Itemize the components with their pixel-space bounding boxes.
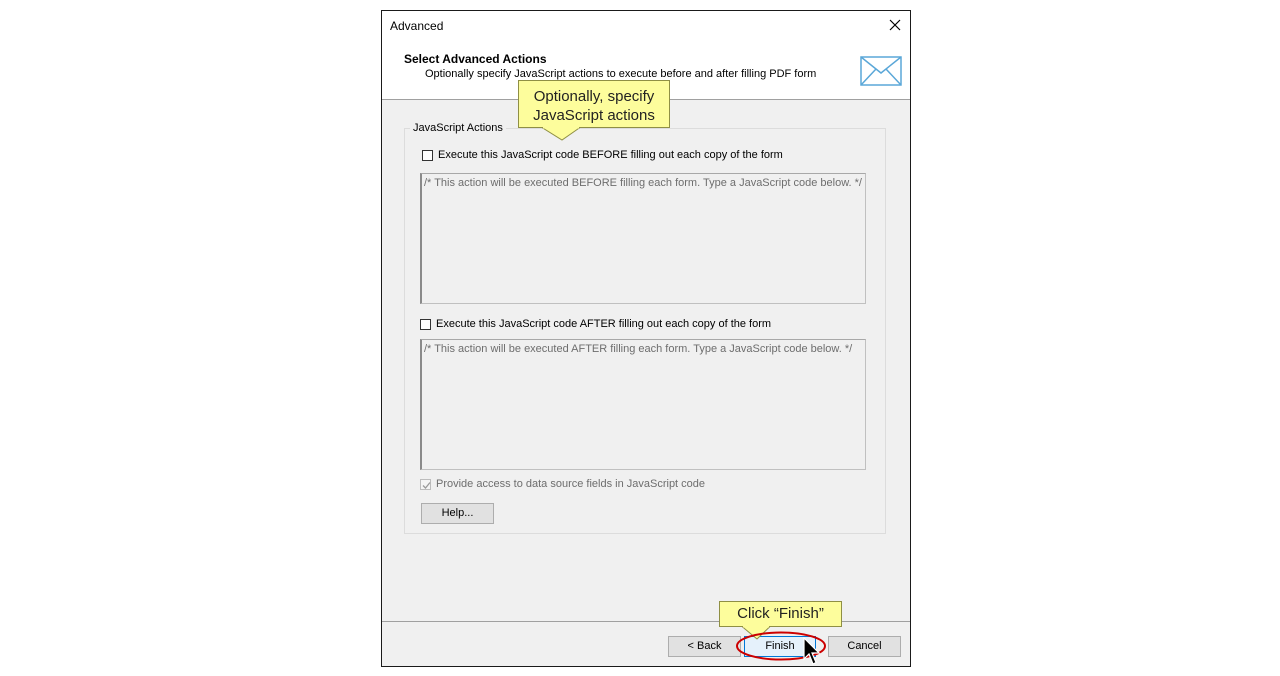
page-subtitle: Optionally specify JavaScript actions to execute before and after filling PDF form <box>425 68 817 80</box>
callout-line-1: Optionally, specify <box>533 88 655 105</box>
after-code-textarea[interactable]: /* This action will be executed AFTER filling each form. Type a JavaScript code below. */ <box>420 339 866 470</box>
group-legend: JavaScript Actions <box>410 122 506 134</box>
page-title: Select Advanced Actions <box>404 52 547 66</box>
data-access-checkbox[interactable] <box>420 479 431 490</box>
before-checkbox-row[interactable] <box>422 149 783 161</box>
back-button[interactable]: < Back <box>668 636 741 657</box>
close-icon <box>889 19 901 31</box>
envelope-icon <box>860 56 902 86</box>
data-access-label: Provide access to data source fields in JavaScript code <box>436 478 706 490</box>
before-checkbox-label: Execute this JavaScript code BEFORE filling out each copy of the form <box>438 149 783 161</box>
after-checkbox[interactable] <box>420 319 431 330</box>
before-checkbox[interactable] <box>422 150 433 161</box>
after-checkbox-row[interactable] <box>420 318 771 330</box>
finish-callout: Click “Finish” <box>719 601 842 627</box>
callout-line-2: JavaScript actions <box>533 107 655 124</box>
finish-button[interactable]: Finish <box>744 636 816 657</box>
after-checkbox-label: Execute this JavaScript code AFTER filling out each copy of the form <box>436 318 772 330</box>
window-title: Advanced <box>390 19 444 33</box>
callout-tail-icon <box>542 127 582 141</box>
close-button[interactable] <box>880 11 910 41</box>
data-access-checkbox-row[interactable] <box>420 478 705 490</box>
help-button[interactable]: Help... <box>421 503 494 524</box>
checkmark-icon <box>421 480 432 491</box>
javascript-actions-callout <box>518 80 670 128</box>
mouse-cursor-icon <box>803 637 821 667</box>
before-code-textarea[interactable]: /* This action will be executed BEFORE filling each form. Type a JavaScript code below. */ <box>420 173 866 304</box>
title-bar <box>382 11 910 41</box>
cancel-button[interactable]: Cancel <box>828 636 901 657</box>
